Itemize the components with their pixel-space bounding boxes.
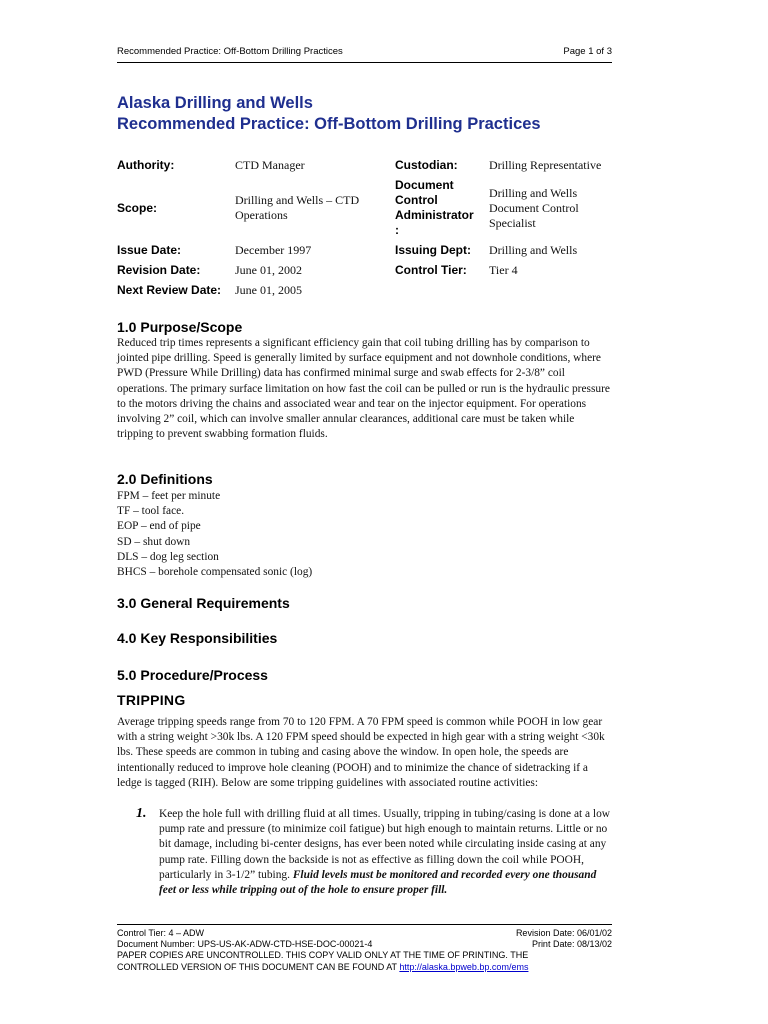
scope-value-line-1: Drilling and Wells – CTD — [235, 193, 360, 207]
revision-date-value: June 01, 2002 — [235, 263, 302, 277]
definitions-list — [117, 489, 312, 580]
subsection-heading-tripping: TRIPPING — [117, 692, 186, 708]
document-control-administrator-label-3: Administrator — [395, 208, 474, 222]
control-tier-label: Control Tier: — [395, 263, 467, 277]
definition-item: DLS – dog leg section — [117, 550, 219, 563]
document-title-line-2: Recommended Practice: Off-Bottom Drilling Practices — [117, 115, 541, 133]
document-control-administrator-value-2: Document Control — [489, 201, 579, 215]
tripping-guideline-item-1 — [159, 807, 614, 898]
tripping-paragraph: Average tripping speeds range from 70 to 120 FPM. A 70 FPM speed is common while POOH in low gear with a string weight >30k lbs. A 120 FPM speed should be expected in high gear with a string weight <30k lbs. These speeds are common in tubing and casing above the window. In open hole, the speeds are intentionally reduced to improve hole cleaning (POOH) and to minimize the chance of sidetracking if a ledge is tagged (RIH). Below are some tripping guidelines with associated routine activities: — [117, 716, 605, 789]
header-title: Recommended Practice: Off-Bottom Drilling Practices — [117, 46, 343, 57]
definition-item: BHCS – borehole compensated sonic (log) — [117, 566, 313, 579]
definition-item: SD – shut down — [117, 535, 191, 548]
next-review-date-label: Next Review Date: — [117, 283, 222, 297]
document-title-line-1: Alaska Drilling and Wells — [117, 94, 313, 112]
footer-notice-text: CONTROLLED VERSION OF THIS DOCUMENT CAN BE FOUND AT — [117, 961, 400, 972]
issuing-dept-label: Issuing Dept: — [395, 243, 472, 257]
custodian-value: Drilling Representative — [489, 158, 602, 172]
running-header — [117, 46, 612, 62]
control-tier-value: Tier 4 — [489, 263, 518, 277]
section-heading-purpose-scope: 1.0 Purpose/Scope — [117, 319, 243, 335]
document-control-administrator-value-1: Drilling and Wells — [489, 186, 578, 200]
definition-item: TF – tool face. — [117, 505, 185, 518]
footer-print-date: Print Date: 08/13/02 — [531, 939, 612, 950]
section-heading-procedure-process: 5.0 Procedure/Process — [117, 667, 268, 683]
footer-document-number: Document Number: UPS-US-AK-ADW-CTD-HSE-DOC-00021-4 — [117, 939, 373, 950]
ems-link[interactable]: http://alaska.bpweb.bp.com/ems — [399, 961, 529, 972]
issue-date-value: December 1997 — [235, 243, 312, 257]
section-heading-key-responsibilities: 4.0 Key Responsibilities — [117, 630, 278, 646]
scope-label: Scope: — [117, 201, 158, 215]
section-heading-general-requirements: 3.0 General Requirements — [117, 595, 290, 611]
footer — [117, 928, 612, 973]
next-review-date-value: June 01, 2005 — [235, 283, 302, 297]
footer-notice-line-1: PAPER COPIES ARE UNCONTROLLED. THIS COPY VALID ONLY AT THE TIME OF PRINTING. THE — [117, 950, 529, 961]
footer-revision-date: Revision Date: 06/01/02 — [515, 928, 612, 938]
revision-date-label: Revision Date: — [117, 263, 201, 277]
guideline-emphasis: Fluid levels must be monitored and recorded every one thousand feet or less while tripping out of the hole to ensure proper fill. — [159, 868, 597, 897]
issue-date-label: Issue Date: — [117, 243, 182, 257]
footer-notice-line-2 — [117, 962, 612, 973]
list-item-number: 1. — [136, 806, 147, 821]
purpose-scope-paragraph: Reduced trip times represents a significant efficiency gain that coil tubing drilling has by comparison to jointed pipe drilling. Speed is generally limited by surface equipment and not downhole conditions, where PWD (Pressure While Drilling) data has confirmed minimal surge and swab effects for 2-3/8” coil operations. The primary surface limitation on how fast the coil can be pulled or run is the hydraulic pressure to the motors driving the chains and associated wear and tear on the injector equipment. For operations involving 2” coil, which can involve smaller annular clearances, additional care must be taken while tripping to prevent swabbing formation fluids. — [117, 337, 610, 441]
header-rule — [117, 62, 612, 63]
authority-value: CTD Manager — [235, 158, 305, 172]
definition-item: EOP – end of pipe — [117, 520, 201, 533]
document-control-administrator-label-1: Document — [395, 178, 454, 192]
custodian-label: Custodian: — [395, 158, 458, 172]
definition-item: FPM – feet per minute — [117, 490, 221, 502]
document-control-administrator-value-3: Specialist — [489, 216, 536, 230]
document-control-administrator-label-4: : — [395, 223, 399, 237]
footer-control-tier: Control Tier: 4 – ADW — [117, 928, 205, 938]
issuing-dept-value: Drilling and Wells — [489, 243, 578, 257]
guideline-text: Keep the hole full with drilling fluid at all times. Usually, tripping in tubing/casing is done at a low pump rate and pressure (to minimize coil fatigue) but high enough to maintain returns. Little or no bit damage, including bi-center designs, has ever been noted while circulating inside casing at any pump rate. Filling down the backside is not as effective as filling down the coil while POOH, particularly in 3-1/2” tubing. — [159, 808, 611, 881]
section-heading-definitions: 2.0 Definitions — [117, 471, 213, 487]
authority-label: Authority: — [117, 158, 175, 172]
footer-rule — [117, 924, 612, 925]
document-control-administrator-label-2: Control — [395, 193, 438, 207]
scope-value-line-2: Operations — [235, 208, 288, 222]
header-page-number: Page 1 of 3 — [563, 46, 612, 57]
